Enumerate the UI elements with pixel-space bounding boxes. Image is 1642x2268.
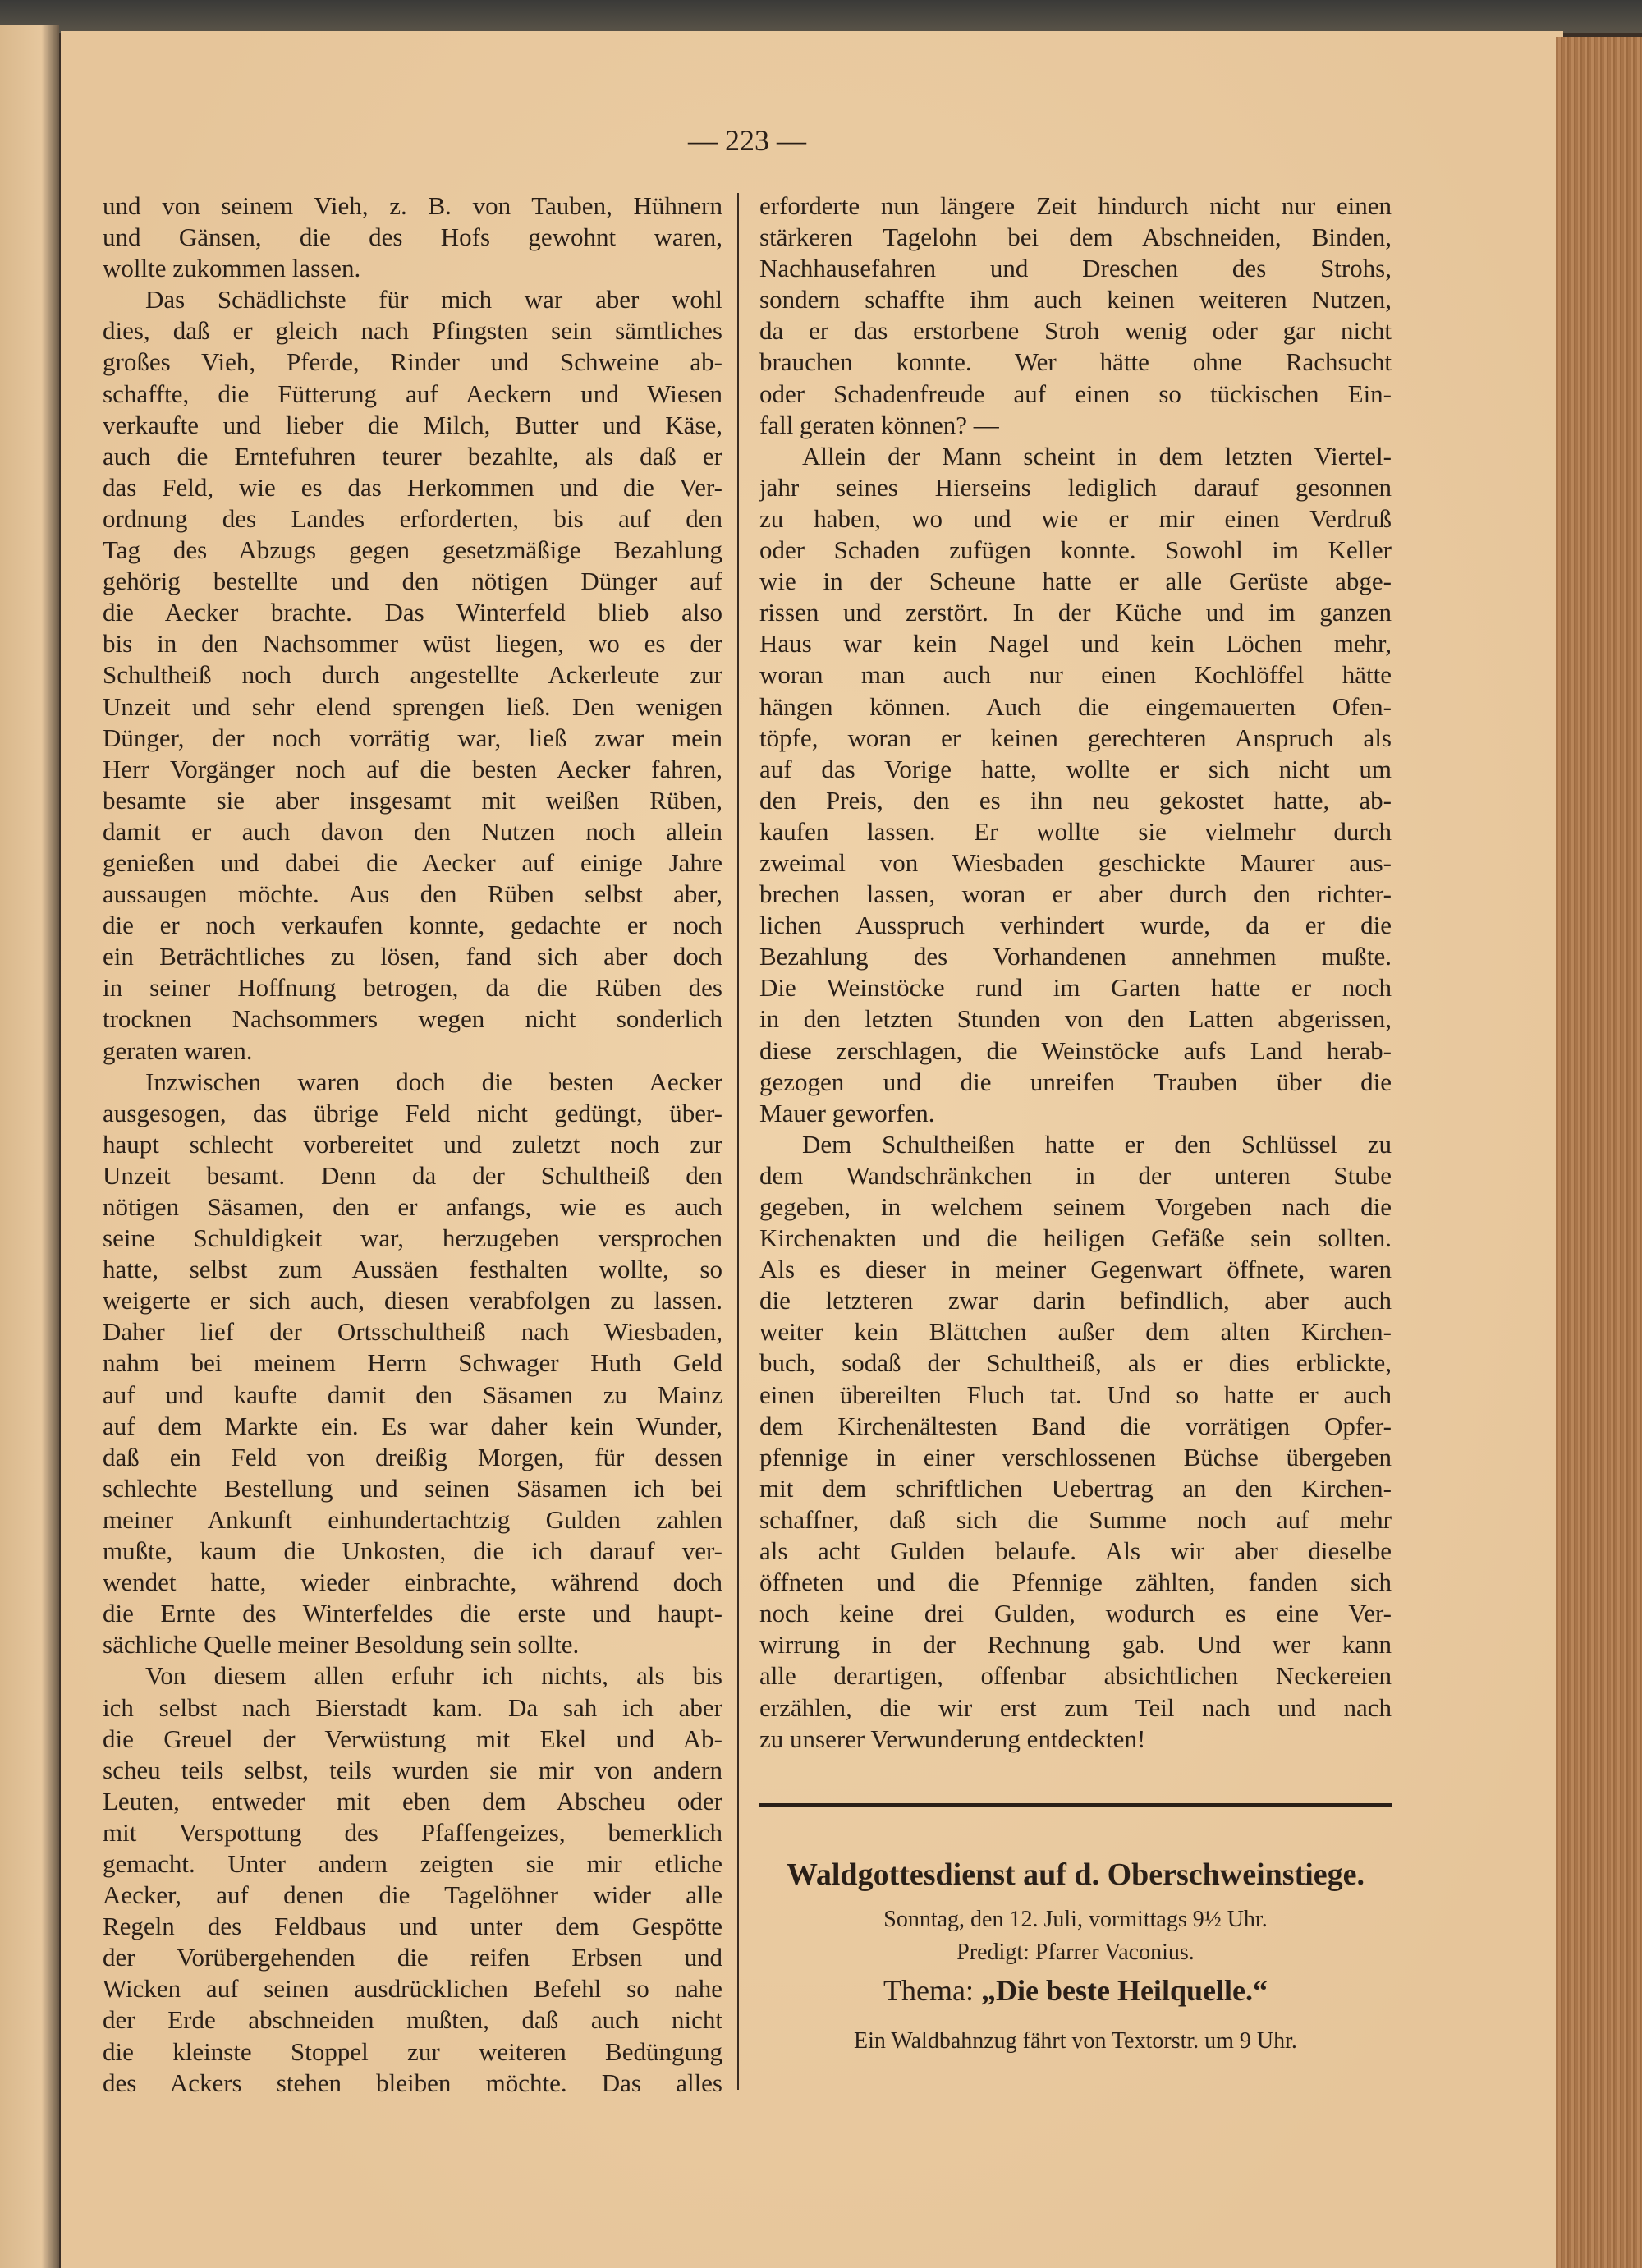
text-line: gezogen und die unreifen Trauben über die [759, 1067, 1392, 1096]
text-line: Herr Vorgänger noch auf die besten Aecker fahren, [103, 754, 722, 783]
notice-date: Sonntag, den 12. Juli, vormittags 9½ Uhr. [883, 1907, 1268, 1932]
text-line: ordnung des Landes erforderten, bis auf den [103, 503, 722, 533]
text-line: und Gänsen, die des Hofs gewohnt waren, [103, 223, 722, 252]
text-line: Dem Schultheißen hatte er den Schlüssel zu [802, 1129, 1392, 1159]
text-line: den Preis, den es ihn neu gekostet hatte, ab- [759, 785, 1392, 815]
text-line: die letzteren zwar darin befindlich, aber auch [759, 1286, 1392, 1315]
page-number: — 223 — [688, 124, 806, 157]
text-line: in seiner Hoffnung betrogen, da die Rüben des [103, 973, 722, 1003]
text-line: sondern schaffte ihm auch keinen weiteren Nutzen, [759, 285, 1392, 314]
text-line: haupt schlecht vorbereitet und zuletzt noch zur [103, 1129, 722, 1159]
text-line: Unzeit und sehr elend sprengen ließ. Den wenigen [103, 691, 722, 721]
text-line: besamte sie aber insgesamt mit weißen Rüben, [103, 785, 722, 815]
text-line: die er noch verkaufen konnte, gedachte er noch [103, 911, 722, 940]
text-line: brauchen konnte. Wer hätte ohne Rachsucht [759, 347, 1392, 377]
previous-page-edge [0, 25, 59, 2268]
section-rule [759, 1803, 1392, 1807]
notice-theme-label: Thema: [883, 1974, 974, 2007]
text-line: wollte zukommen lassen. [103, 254, 361, 283]
text-line: daß ein Feld von dreißig Morgen, für dessen [103, 1442, 722, 1471]
text-line: erzählen, die wir erst zum Teil nach und nach [759, 1692, 1392, 1722]
text-line: Schultheiß noch durch angestellte Ackerleute zur [103, 660, 722, 690]
text-line: schaffner, daß sich die Summe noch auf mehr [759, 1504, 1392, 1534]
text-line: Haus war kein Nagel und kein Löchen mehr, [759, 629, 1392, 659]
notice-theme-title: „Die beste Heilquelle.“ [981, 1974, 1268, 2007]
text-line: lichen Ausspruch verhindert wurde, da er die [759, 911, 1392, 940]
text-line: aussaugen möchte. Aus den Rüben selbst aber, [103, 879, 722, 909]
text-line: mußte, kaum die Unkosten, die ich darauf ver- [103, 1536, 722, 1566]
text-line: die kleinste Stoppel zur weiteren Bedüngung [103, 2036, 722, 2066]
text-line: Mauer geworfen. [759, 1098, 935, 1127]
text-line: seine Schuldigkeit war, herzugeben versprochen [103, 1224, 722, 1253]
text-line: Bezahlung des Vorhandenen annehmen mußte. [759, 942, 1392, 971]
text-line: öffneten und die Pfennige zählten, fanden sich [759, 1568, 1392, 1597]
text-line: nötigen Säsamen, den er anfangs, wie es auch [103, 1192, 722, 1221]
text-line: pfennige in einer verschlossenen Büchse übergeben [759, 1442, 1392, 1471]
text-line: töpfe, woran er keinen gerechteren Anspruch als [759, 723, 1392, 752]
text-line: dem Kirchenältesten Band die vorrätigen Opfer- [759, 1411, 1392, 1440]
text-line: gemacht. Unter andern zeigten sie mir etliche [103, 1848, 722, 1878]
text-line: Tag des Abzugs gegen gesetzmäßige Bezahlung [103, 535, 722, 565]
text-line: alle derartigen, offenbar absichtlichen Neckereien [759, 1661, 1392, 1691]
text-line: stärkeren Tagelohn bei dem Abschneiden, Binden, [759, 223, 1392, 252]
text-line: scheu teils selbst, teils wurden sie mir von andern [103, 1755, 722, 1784]
text-line: wendet hatte, wieder einbrachte, während doch [103, 1568, 722, 1597]
text-line: oder Schaden zufügen konnte. Sowohl im Keller [759, 535, 1392, 565]
left-text-column [103, 191, 722, 2099]
notice-preacher: Predigt: Pfarrer Vaconius. [956, 1940, 1195, 1965]
text-line: trocknen Nachsommers wegen nicht sonderlich [103, 1004, 722, 1034]
text-line: Die Weinstöcke rund im Garten hatte er noch [759, 973, 1392, 1003]
text-line: Dünger, der noch vorrätig war, ließ zwar mein [103, 723, 722, 752]
text-line: fall geraten können? — [759, 410, 999, 439]
text-line: zweimal von Wiesbaden geschickte Maurer aus- [759, 847, 1392, 877]
notice-theme [759, 1974, 1392, 2008]
text-line: schlechte Bestellung und seinen Säsamen ich bei [103, 1473, 722, 1503]
text-line: erforderte nun längere Zeit hindurch nicht nur einen [759, 191, 1392, 220]
book-page-edges [1556, 37, 1642, 2268]
text-line: die Aecker brachte. Das Winterfeld blieb also [103, 598, 722, 627]
text-line: nahm bei meinem Herrn Schwager Huth Geld [103, 1348, 722, 1378]
text-line: ich selbst nach Bierstadt kam. Da sah ich aber [103, 1692, 722, 1722]
text-line: Als es dieser in meiner Gegenwart öffnete, waren [759, 1255, 1392, 1284]
text-line: bis in den Nachsommer wüst liegen, wo es der [103, 629, 722, 659]
notice-title: Waldgottesdienst auf d. Oberschweinstiege. [786, 1857, 1365, 1892]
text-line: auch die Erntefuhren teurer bezahlte, als daß er [103, 441, 722, 471]
text-line: auf und kaufte damit den Säsamen zu Mainz [103, 1380, 722, 1409]
text-line: einen übereilten Fluch tat. Und so hatte er auch [759, 1380, 1392, 1409]
text-line: weigerte er sich auch, diesen verabfolgen zu lassen. [103, 1286, 722, 1315]
column-divider [737, 193, 739, 2090]
text-line: schaffte, die Fütterung auf Aeckern und Wiesen [103, 379, 722, 408]
text-line: zu unserer Verwunderung entdeckten! [759, 1724, 1146, 1753]
text-line: auf dem Markte ein. Es war daher kein Wunder, [103, 1411, 722, 1440]
text-line: ausgesogen, das übrige Feld nicht gedüngt, über- [103, 1098, 722, 1127]
text-line: mit dem schriftlichen Uebertrag an den Kirchen- [759, 1473, 1392, 1503]
text-line: buch, sodaß der Schultheiß, als er dies erblickte, [759, 1348, 1392, 1378]
text-line: Leuten, entweder mit eben dem Abscheu oder [103, 1786, 722, 1816]
text-line: großes Vieh, Pferde, Rinder und Schweine ab- [103, 347, 722, 377]
text-line: meiner Ankunft einhundertachtzig Gulden zahlen [103, 1504, 722, 1534]
text-line: kaufen lassen. Er wollte sie vielmehr durch [759, 816, 1392, 846]
text-line: weiter kein Blättchen außer dem alten Kirchen- [759, 1317, 1392, 1347]
text-line: die Ernte des Winterfeldes die erste und haupt- [103, 1599, 722, 1628]
text-line: das Feld, wie es das Herkommen und die Ver- [103, 472, 722, 502]
book-top-edge [0, 0, 1642, 33]
text-line: des Ackers stehen bleiben möchte. Das alles [103, 2068, 722, 2097]
text-line: gegeben, in welchem seinem Vorgeben nach die [759, 1192, 1392, 1221]
text-line: damit er auch davon den Nutzen noch allein [103, 816, 722, 846]
text-line: gehörig bestellte und den nötigen Dünger auf [103, 567, 722, 596]
text-line: woran man auch nur einen Kochlöffel hätte [759, 660, 1392, 690]
text-line: da er das erstorbene Stroh wenig oder gar nicht [759, 316, 1392, 346]
text-line: brechen lassen, woran er aber durch den richter- [759, 879, 1392, 909]
text-line: Allein der Mann scheint in dem letzten Viertel- [802, 441, 1392, 471]
text-line: zu haben, wo und wie er mir einen Verdruß [759, 503, 1392, 533]
text-line: und von seinem Vieh, z. B. von Tauben, Hühnern [103, 191, 722, 220]
text-line: Wicken auf seinen ausdrücklichen Befehl so nahe [103, 1974, 722, 2004]
text-line: wirrung in der Rechnung gab. Und wer kann [759, 1630, 1392, 1660]
text-line: Kirchenakten und die heiligen Gefäße sein sollten. [759, 1224, 1392, 1253]
text-line: hängen können. Auch die eingemauerten Ofen- [759, 691, 1392, 721]
text-line: oder Schadenfreude auf einen so tückischen Ein- [759, 379, 1392, 408]
text-line: sächliche Quelle meiner Besoldung sein sollte. [103, 1630, 580, 1660]
text-line: jahr seines Hierseins lediglich darauf gesonnen [759, 472, 1392, 502]
text-line: Das Schädlichste für mich war aber wohl [145, 285, 722, 314]
text-line: Daher lief der Ortsschultheiß nach Wiesbaden, [103, 1317, 722, 1347]
text-line: Aecker, auf denen die Tagelöhner wider alle [103, 1880, 722, 1910]
text-line: Inzwischen waren doch die besten Aecker [145, 1067, 722, 1096]
text-line: noch keine drei Gulden, wodurch es eine Ver- [759, 1599, 1392, 1628]
text-line: die Greuel der Verwüstung mit Ekel und Ab- [103, 1724, 722, 1753]
text-line: diese zerschlagen, die Weinstöcke aufs Land herab- [759, 1035, 1392, 1065]
text-line: geraten waren. [103, 1035, 253, 1065]
text-line: wie in der Scheune hatte er alle Gerüste abge- [759, 567, 1392, 596]
right-text-column [759, 191, 1392, 1755]
text-line: rissen und zerstört. In der Küche und im ganzen [759, 598, 1392, 627]
text-line: als acht Gulden belaufe. Als wir aber dieselbe [759, 1536, 1392, 1566]
text-line: mit Verspottung des Pfaffengeizes, bemerklich [103, 1817, 722, 1847]
text-line: dem Wandschränkchen in der unteren Stube [759, 1160, 1392, 1190]
text-line: der Vorübergehenden die reifen Erbsen und [103, 1943, 722, 1972]
text-line: verkaufte und lieber die Milch, Butter und Käse, [103, 410, 722, 439]
notice-train: Ein Waldbahnzug fährt von Textorstr. um 9 Uhr. [854, 2028, 1297, 2054]
text-line: auf das Vorige hatte, wollte er sich nicht um [759, 754, 1392, 783]
text-line: Nachhausefahren und Dreschen des Strohs, [759, 254, 1392, 283]
text-line: Regeln des Feldbaus und unter dem Gespötte [103, 1912, 722, 1941]
text-line: in den letzten Stunden von den Latten abgerissen, [759, 1004, 1392, 1034]
text-line: hatte, selbst zum Aussäen festhalten wollte, so [103, 1255, 722, 1284]
text-line: ein Beträchtliches zu lösen, fand sich aber doch [103, 942, 722, 971]
text-line: Unzeit besamt. Denn da der Schultheiß den [103, 1160, 722, 1190]
text-line: dies, daß er gleich nach Pfingsten sein sämtliches [103, 316, 722, 346]
text-line: Von diesem allen erfuhr ich nichts, als bis [145, 1661, 722, 1691]
text-line: der Erde abschneiden mußten, daß auch nicht [103, 2005, 722, 2035]
text-line: genießen und dabei die Aecker auf einige Jahre [103, 847, 722, 877]
